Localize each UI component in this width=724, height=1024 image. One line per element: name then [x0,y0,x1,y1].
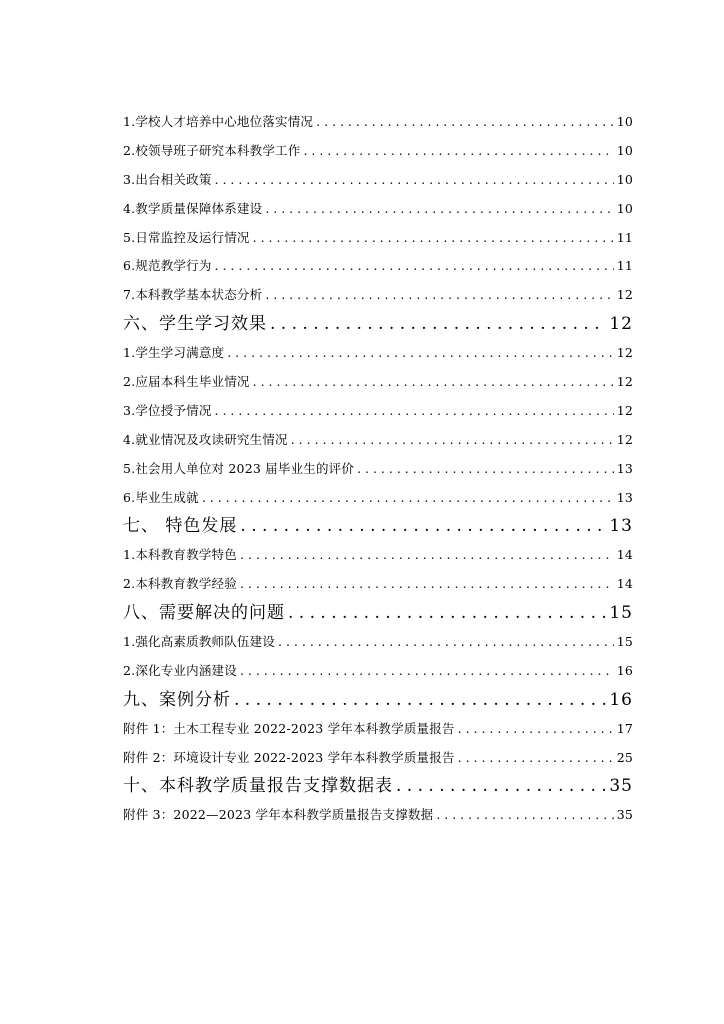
toc-dot-leader [240,541,614,570]
toc-dot-leader [291,426,614,455]
toc-entry[interactable] [123,108,633,137]
toc-page-number: 13 [616,489,633,505]
toc-page-number: 16 [609,689,633,710]
toc-entry[interactable] [123,252,633,281]
toc-appendix-title: 附件 3：2022—2023 学年本科教学质量报告支撑数据 [123,807,434,823]
toc-entry-title: 4.教学质量保障体系建设 [123,200,263,216]
toc-entry-title: 2.应届本科生毕业情况 [123,374,250,390]
toc-chapter-entry[interactable] [123,599,633,628]
toc-dot-leader [270,310,606,339]
toc-dot-leader [240,657,614,686]
toc-appendix-title: 附件 2：环境设计专业 2022-2023 学年本科教学质量报告 [123,749,455,765]
toc-chapter-entry[interactable] [123,686,633,715]
toc-entry[interactable] [123,137,633,166]
toc-chapter-title: 十、本科教学质量报告支撑数据表 [123,776,393,797]
toc-entry-title: 4.就业情况及攻读研究生情况 [123,431,288,447]
toc-entry-title: 7.本科教学基本状态分析 [123,287,263,303]
table-of-contents [123,108,633,830]
toc-entry[interactable] [123,426,633,455]
toc-page-number: 11 [616,229,633,245]
toc-entry-title: 1.强化高素质教师队伍建设 [123,634,276,650]
toc-chapter-entry[interactable] [123,772,633,801]
toc-dot-leader [240,570,614,599]
toc-page-number: 13 [616,460,633,476]
toc-entry-title: 1.本科教育教学特色 [123,547,237,563]
toc-entry[interactable] [123,628,633,657]
toc-chapter-title: 七、 特色发展 [123,516,238,537]
toc-entry[interactable] [123,339,633,368]
toc-dot-leader [357,455,614,484]
toc-dot-leader [458,744,614,773]
toc-page-number: 15 [609,603,633,624]
toc-entry[interactable] [123,484,633,513]
toc-entry[interactable] [123,195,633,224]
toc-chapter-title: 九、案例分析 [123,689,231,710]
toc-chapter-entry[interactable] [123,310,633,339]
toc-entry[interactable] [123,455,633,484]
toc-dot-leader [253,224,614,253]
toc-entry-title: 3.学位授予情况 [123,402,212,418]
toc-chapter-title: 六、学生学习效果 [123,314,267,335]
toc-dot-leader [227,339,613,368]
toc-dot-leader [202,484,614,513]
toc-chapter-entry[interactable] [123,512,633,541]
toc-dot-leader [316,108,614,137]
toc-page-number: 14 [616,576,633,592]
toc-entry[interactable] [123,166,633,195]
toc-dot-leader [215,397,614,426]
toc-entry[interactable] [123,657,633,686]
toc-dot-leader [436,801,613,830]
toc-dot-leader [303,137,613,166]
toc-appendix-entry[interactable] [123,744,633,773]
toc-page-number: 35 [616,807,633,823]
toc-entry-title: 6.规范教学行为 [123,258,212,274]
toc-page-number: 10 [616,171,633,187]
toc-chapter-title: 八、需要解决的问题 [123,603,285,624]
toc-appendix-title: 附件 1：土木工程专业 2022-2023 学年本科教学质量报告 [123,720,455,736]
toc-page-number: 12 [616,287,633,303]
toc-page-number: 10 [616,200,633,216]
toc-dot-leader [234,686,606,715]
toc-page-number: 12 [616,402,633,418]
toc-entry[interactable] [123,397,633,426]
toc-dot-leader [215,252,614,281]
toc-page-number: 15 [616,634,633,650]
toc-entry[interactable] [123,224,633,253]
toc-page-number: 12 [616,345,633,361]
toc-dot-leader [458,715,614,744]
toc-dot-leader [396,772,606,801]
toc-page-number: 17 [616,720,633,736]
toc-dot-leader [278,628,614,657]
toc-page-number: 12 [609,314,633,335]
toc-page-number: 25 [616,749,633,765]
toc-dot-leader [240,512,606,541]
toc-page-number: 12 [616,431,633,447]
toc-entry-title: 5.社会用人单位对 2023 届毕业生的评价 [123,460,355,476]
toc-dot-leader [253,368,614,397]
toc-dot-leader [288,599,606,628]
toc-page-number: 35 [609,776,633,797]
toc-appendix-entry[interactable] [123,715,633,744]
toc-entry-title: 2.深化专业内涵建设 [123,662,237,678]
toc-page-number: 11 [616,258,633,274]
toc-entry-title: 6.毕业生成就 [123,489,199,505]
toc-appendix-entry[interactable] [123,801,633,830]
toc-dot-leader [265,195,613,224]
toc-page-number: 16 [616,662,633,678]
toc-entry-title: 2.本科教育教学经验 [123,576,237,592]
toc-entry[interactable] [123,541,633,570]
toc-page-number: 13 [609,516,633,537]
toc-entry[interactable] [123,570,633,599]
toc-entry-title: 3.出台相关政策 [123,171,212,187]
toc-page-number: 10 [616,142,633,158]
toc-entry-title: 1.学生学习满意度 [123,345,225,361]
toc-dot-leader [215,166,614,195]
toc-page-number: 12 [616,374,633,390]
toc-page-number: 14 [616,547,633,563]
toc-entry[interactable] [123,368,633,397]
toc-entry-title: 5.日常监控及运行情况 [123,229,250,245]
toc-entry-title: 1.学校人才培养中心地位落实情况 [123,114,314,129]
toc-page-number: 10 [616,114,633,129]
toc-dot-leader [265,281,613,310]
toc-entry[interactable] [123,281,633,310]
toc-entry-title: 2.校领导班子研究本科教学工作 [123,142,301,158]
